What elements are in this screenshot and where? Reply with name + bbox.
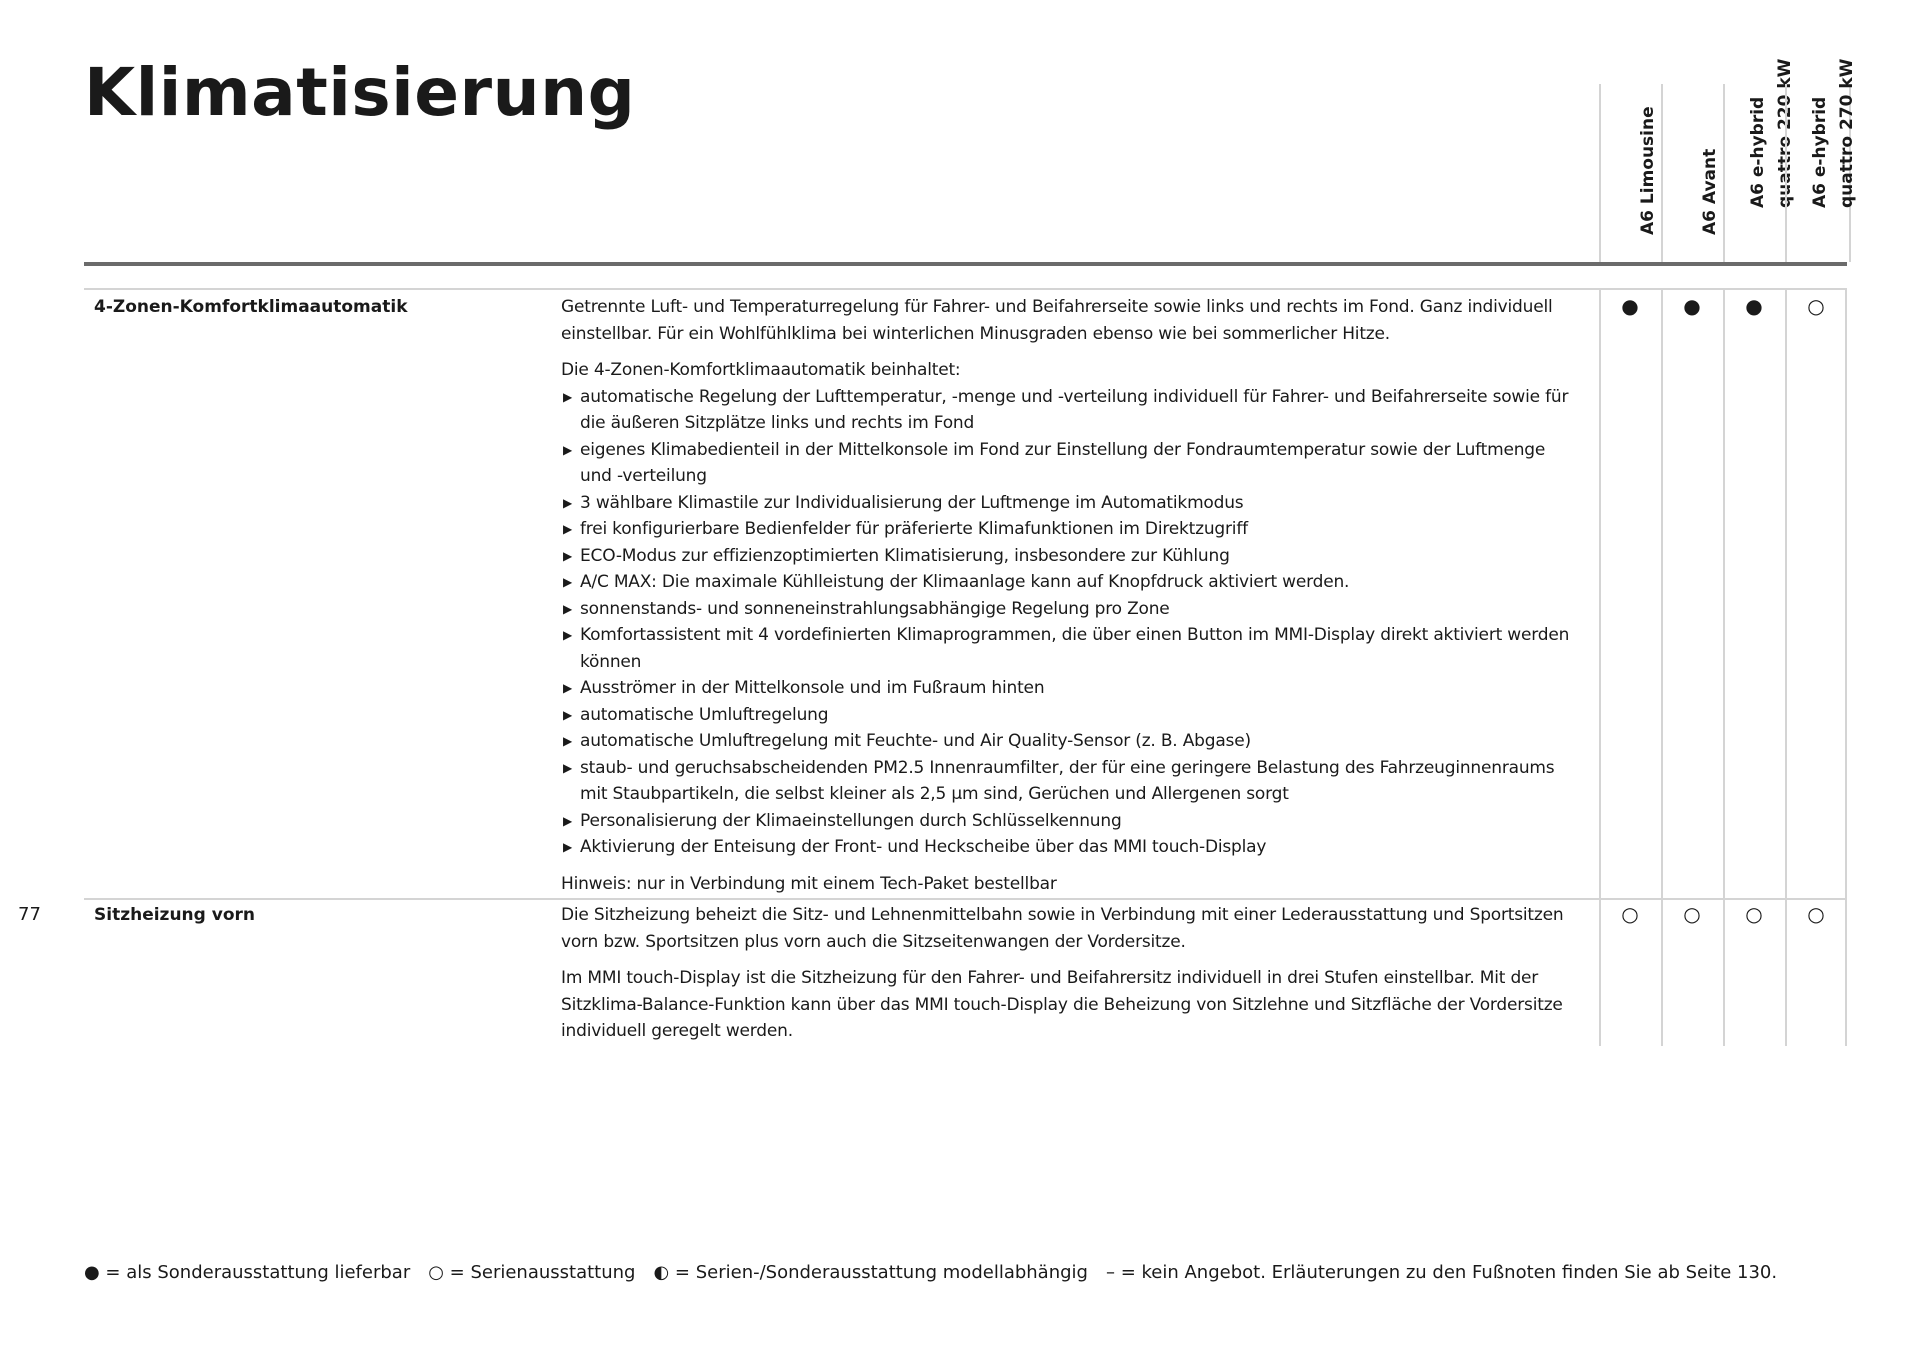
list-item: ▶ 3 wählbare Klimastile zur Individualisierung der Luftmenge im Automatikmodus — [561, 490, 1581, 517]
column-divider — [1661, 290, 1663, 1046]
feature-name: 4-Zonen-Komfortklimaautomatik — [94, 297, 408, 317]
list-item: ▶ Ausströmer in der Mittelkonsole und im Fußraum hinten — [561, 675, 1581, 702]
description-note: Hinweis: nur in Verbindung mit einem Tech-Paket bestellbar — [561, 873, 1057, 894]
legend-item: – = kein Angebot. Erläuterungen zu den Fußnoten finden Sie ab Seite 130. — [1105, 1262, 1778, 1283]
list-item: ▶ staub- und geruchsabscheidenden PM2.5 Innenraumfilter, der für eine geringere Belastung des Fahrzeuginnenraums mit Staubpartikeln, die selbst kleiner als 2,5 µm sind, Gerüchen und Allergenen sorgt — [561, 755, 1581, 808]
list-item: ▶ sonnenstands- und sonneneinstrahlungsabhängige Regelung pro Zone — [561, 596, 1581, 623]
list-item: ▶ frei konfigurierbare Bedienfelder für präferierte Klimafunktionen im Direktzugriff — [561, 516, 1581, 543]
column-header — [1723, 58, 1795, 262]
bullet-arrow-icon: ▶ — [563, 601, 573, 616]
availability-mark: ○ — [1745, 902, 1763, 926]
legend — [84, 1262, 1795, 1283]
availability-mark: ● — [1683, 294, 1701, 318]
legend-item: ○ = Serienausstattung — [428, 1262, 636, 1283]
column-label: A6 Avant — [1700, 148, 1720, 235]
list-item: ▶ eigenes Klimabedienteil in der Mittelkonsole im Fond zur Einstellung der Fondraumtemperatur sowie der Luftmenge und -verteilung — [561, 437, 1581, 490]
bullet-arrow-icon: ▶ — [563, 548, 573, 563]
column-label: A6 e-hybrid quattro 270 kW — [1810, 58, 1857, 208]
list-item: ▶ ECO-Modus zur effizienzoptimierten Klimatisierung, insbesondere zur Kühlung — [561, 543, 1581, 570]
description-paragraph: Im MMI touch-Display ist die Sitzheizung für den Fahrer- und Beifahrersitz individuell in drei Stufen einstellbar. Mit der Sitzklima-Balance-Funktion kann über das MMI touch-Display die Beheizung von Sitzlehne und Sitzfläche der Vordersitze individuell geregelt werden. — [561, 968, 1563, 1041]
list-item: ▶ Personalisierung der Klimaeinstellungen durch Schlüsselkennung — [561, 808, 1581, 835]
legend-item: ● = als Sonderausstattung lieferbar — [84, 1262, 411, 1283]
availability-mark: ● — [1621, 294, 1639, 318]
description-intro: Getrennte Luft- und Temperaturregelung für Fahrer- und Beifahrerseite sowie links und rechts im Fond. Ganz individuell einstellbar. Für ein Wohlfühlklima bei winterlichen Minusgraden ebenso wie bei sommerlicher Hitze. — [561, 297, 1553, 344]
bullet-arrow-icon: ▶ — [563, 389, 573, 404]
bullet-arrow-icon: ▶ — [563, 840, 573, 854]
bullet-arrow-icon: ▶ — [563, 707, 573, 722]
column-header — [1661, 84, 1725, 262]
list-item: ▶ automatische Umluftregelung — [561, 702, 1581, 729]
bullet-arrow-icon: ▶ — [563, 442, 573, 457]
description-paragraph: Die Sitzheizung beheizt die Sitz- und Lehnenmittelbahn sowie in Verbindung mit einer Lederausstattung und Sportsitzen vorn bzw. Sportsitzen plus vorn auch die Sitzseitenwangen der Vordersitze. — [561, 905, 1564, 952]
bullet-arrow-icon: ▶ — [563, 760, 573, 775]
list-item: ▶ A/C MAX: Die maximale Kühlleistung der Klimaanlage kann auf Knopfdruck aktiviert werden. — [561, 569, 1581, 596]
availability-mark: ○ — [1807, 294, 1825, 318]
bullet-arrow-icon: ▶ — [563, 734, 573, 748]
bullet-arrow-icon: ▶ — [563, 628, 573, 642]
column-divider — [1845, 290, 1847, 1046]
page-title: Klimatisierung — [84, 54, 636, 131]
list-item: ▶ automatische Regelung der Lufttemperatur, -menge und -verteilung individuell für Fahrer- und Beifahrerseite sowie für die äußeren Sitzplätze links und rechts im Fond — [561, 384, 1581, 437]
list-item: ▶ Komfortassistent mit 4 vordefinierten Klimaprogrammen, die über einen Button im MMI-Display direkt aktiviert werden können — [561, 622, 1581, 675]
feature-list — [561, 384, 1581, 861]
column-header — [1785, 58, 1857, 262]
availability-mark: ● — [1745, 294, 1763, 318]
column-label: A6 e-hybrid quattro 220 kW — [1748, 58, 1795, 208]
list-item: ▶ automatische Umluftregelung mit Feuchte- und Air Quality-Sensor (z. B. Abgase) — [561, 728, 1581, 755]
row-divider — [84, 898, 1847, 900]
column-divider — [1785, 290, 1787, 1046]
legend-item: ◐ = Serien-/Sonderausstattung modellabhängig — [653, 1262, 1088, 1283]
availability-mark: ○ — [1683, 902, 1701, 926]
header-divider — [84, 262, 1847, 266]
table-top-rule — [84, 288, 1847, 290]
column-header — [1599, 84, 1663, 262]
list-heading: Die 4-Zonen-Komfortklimaautomatik beinhaltet: — [561, 360, 961, 380]
bullet-arrow-icon: ▶ — [563, 575, 573, 589]
page-number: 77 — [18, 904, 41, 925]
column-divider — [1599, 290, 1601, 1046]
list-item: ▶ Aktivierung der Enteisung der Front- und Heckscheibe über das MMI touch-Display — [561, 834, 1581, 861]
bullet-arrow-icon: ▶ — [563, 681, 573, 695]
column-label: A6 Limousine — [1638, 106, 1658, 235]
availability-mark: ○ — [1621, 902, 1639, 926]
column-divider — [1723, 290, 1725, 1046]
bullet-arrow-icon: ▶ — [563, 495, 573, 510]
feature-description — [561, 294, 1581, 897]
bullet-arrow-icon: ▶ — [563, 522, 573, 536]
bullet-arrow-icon: ▶ — [563, 813, 573, 828]
feature-name: Sitzheizung vorn — [94, 905, 255, 925]
availability-mark: ○ — [1807, 902, 1825, 926]
feature-description — [561, 902, 1581, 1045]
